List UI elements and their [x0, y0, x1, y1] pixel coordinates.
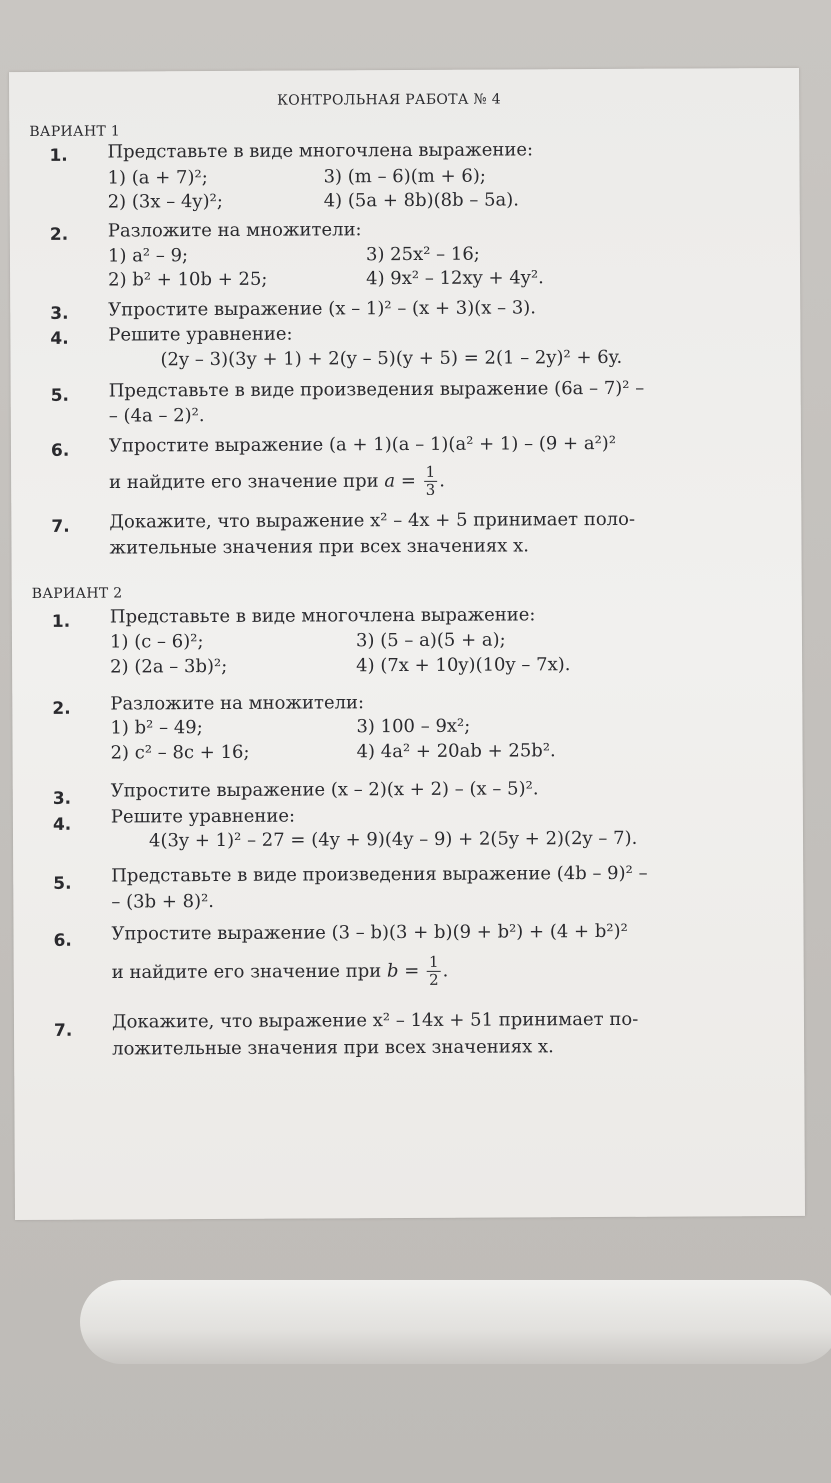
v2-task-1-item-3: 3) (5 – a)(5 + a);: [355, 629, 506, 652]
v2-task-7-number: 7.: [53, 1020, 73, 1041]
v2-task-5-continuation: – (3b + 8)².: [111, 891, 215, 913]
v2-task-1-item-2: 2) (2a – 3b)²;: [110, 655, 228, 678]
v2-task-2-item-3: 3) 100 – 9x²;: [356, 715, 471, 738]
v1-task-1-item-2: 2) (3x – 4y)²;: [107, 190, 223, 213]
v1-task-6-variable: a =: [384, 470, 416, 492]
v1-task-1-number: 1.: [49, 145, 68, 166]
v2-fraction-denominator: 2: [428, 970, 439, 989]
v1-fraction-denominator: 3: [425, 480, 436, 499]
v1-fraction-numerator: 1: [424, 464, 438, 482]
v2-task-6-number: 6.: [53, 930, 72, 951]
v2-task-2-item-4: 4) 4a² + 20ab + 25b².: [356, 740, 556, 763]
v2-task-3-text: Упростите выражение (x – 2)(x + 2) – (x – 5)².: [110, 778, 539, 802]
v1-task-4-equation: (2y – 3)(3y + 1) + 2(y – 5)(y + 5) = 2(1 – 2y)² + 6y.: [160, 346, 623, 371]
v2-task-4-text: Решите уравнение:: [110, 805, 296, 828]
variant-1-title: ВАРИАНТ 1: [29, 123, 121, 140]
v2-task-1-item-4: 4) (7x + 10y)(10y – 7x).: [356, 654, 571, 677]
v1-task-7-continuation: жительные значения при всех значениях x.: [109, 535, 529, 559]
v1-task-5-number: 5.: [50, 385, 70, 406]
v1-task-1-text: Представьте в виде многочлена выражение:: [107, 139, 534, 163]
v1-task-4-number: 4.: [50, 328, 69, 349]
v1-task-2-item-4: 4) 9x² – 12xy + 4y².: [366, 267, 544, 290]
v1-task-1-item-4: 4) (5a + 8b)(8b – 5a).: [323, 189, 520, 212]
v2-task-1-text: Представьте в виде многочлена выражение:: [109, 604, 536, 628]
v2-task-2-item-2: 2) c² – 8c + 16;: [110, 741, 250, 764]
v1-task-7-number: 7.: [51, 516, 70, 537]
v1-task-5-continuation: – (4a – 2)².: [108, 405, 205, 427]
v1-task-2-item-3: 3) 25x² – 16;: [365, 243, 480, 266]
v1-task-6-number: 6.: [50, 440, 70, 461]
v1-task-2-number: 2.: [49, 224, 69, 245]
v1-task-2-item-2: 2) b² + 10b + 25;: [108, 268, 268, 291]
v1-task-6-fraction: [424, 464, 438, 499]
v2-task-5-number: 5.: [53, 873, 72, 894]
v2-task-4-number: 4.: [52, 814, 72, 835]
v1-task-4-text: Решите уравнение:: [108, 323, 293, 346]
worksheet-title: КОНТРОЛЬНАЯ РАБОТА № 4: [277, 91, 502, 109]
v1-task-3-number: 3.: [50, 303, 69, 324]
v1-task-1-item-1: 1) (a + 7)²;: [107, 167, 208, 189]
v2-task-3-number: 3.: [52, 788, 72, 809]
v2-task-7-continuation: ложительные значения при всех значениях x.: [112, 1036, 554, 1060]
worksheet-paper: [9, 68, 805, 1220]
v2-task-6-text: Упростите выражение (3 – b)(3 + b)(9 + b²) + (4 + b²)²: [111, 920, 628, 945]
v2-task-1-item-1: 1) (c – 6)²;: [109, 631, 204, 653]
v2-fraction-numerator: 1: [427, 954, 441, 972]
v1-task-6-cont-text: и найдите его значение при: [109, 470, 379, 494]
v2-task-2-text: Разложите на множители:: [110, 692, 365, 715]
v2-task-6-fraction: [427, 954, 441, 989]
v2-task-6-variable: b =: [386, 960, 420, 982]
v1-task-6-continuation: и найдите его значение при a = $\frac{1}{3}$ .: [109, 462, 445, 499]
v2-task-6-continuation: и найдите его значение при b = $\frac{1}{2}$ .: [111, 952, 449, 989]
v2-task-2-item-1: 1) b² – 49;: [110, 717, 203, 739]
v2-task-7-text: Докажите, что выражение x² – 14x + 51 принимает по-: [111, 1008, 639, 1033]
v1-task-6-text: Упростите выражение (a + 1)(a – 1)(a² + 1) – (9 + a²)²: [108, 432, 617, 457]
v2-task-5-text: Представьте в виде произведения выражение (4b – 9)² –: [111, 862, 648, 887]
v1-task-7-text: Докажите, что выражение x² – 4x + 5 принимает поло-: [109, 508, 636, 533]
v1-task-2-item-1: 1) a² – 9;: [107, 245, 189, 267]
v2-task-4-equation: 4(3y + 1)² – 27 = (4y + 9)(4y – 9) + 2(5y + 2)(2y – 7).: [148, 827, 638, 852]
v1-task-3-text: Упростите выражение (x – 1)² – (x + 3)(x – 3).: [108, 297, 537, 321]
v1-task-1-item-3: 3) (m – 6)(m + 6);: [323, 165, 486, 188]
v2-task-2-number: 2.: [52, 698, 71, 719]
v1-task-5-text: Представьте в виде произведения выражение (6a – 7)² –: [108, 377, 645, 402]
variant-2-title: ВАРИАНТ 2: [31, 585, 123, 602]
light-reflection: [80, 1280, 831, 1364]
v1-task-2-text: Разложите на множители:: [107, 219, 362, 242]
v2-task-6-cont-text: и найдите его значение при: [111, 960, 382, 984]
v2-task-1-number: 1.: [51, 611, 71, 632]
